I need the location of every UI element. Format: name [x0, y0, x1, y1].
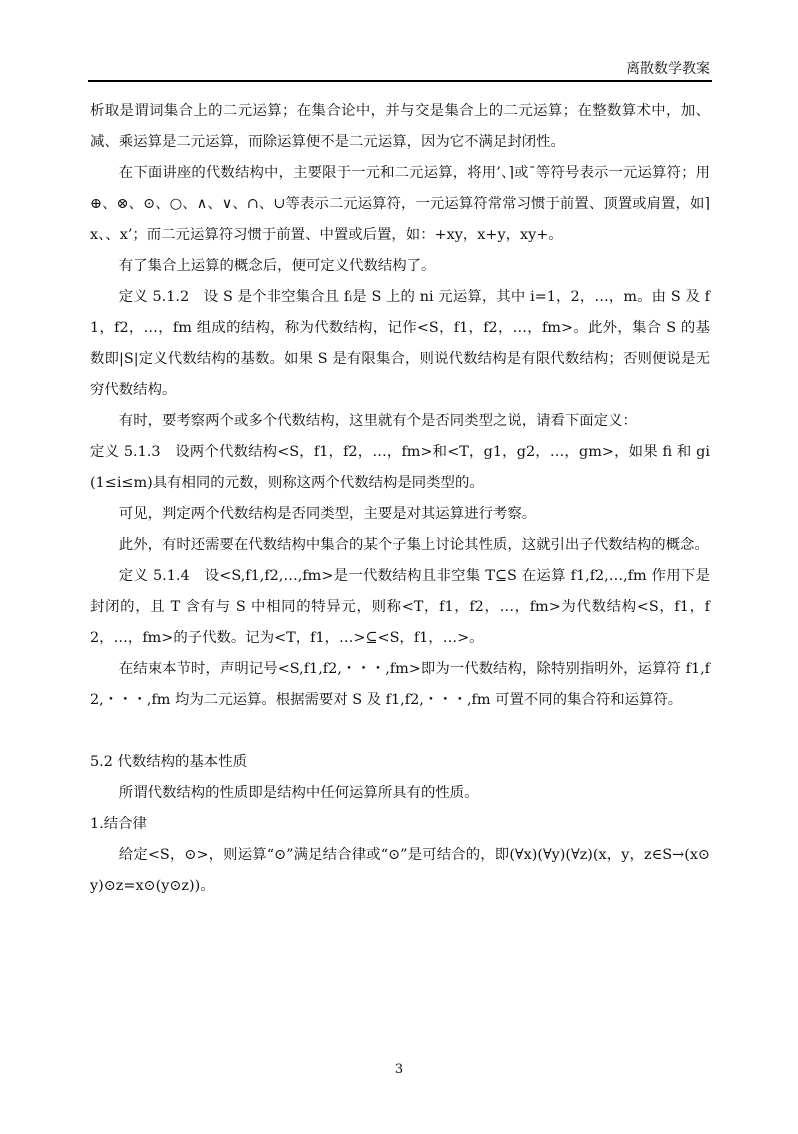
paragraph: 析取是谓词集合上的二元运算；在集合论中，并与交是集合上的二元运算；在整数算术中，加、减、乘运算是二元运算，而除运算便不是二元运算，因为它不满足封闭性。	[90, 103, 710, 150]
page-number: 3	[394, 1062, 404, 1077]
paragraph: 在结束本节时，声明记号<S,f1,f2,・・・,fm>即为一代数结构，除特别指明外，运算符 f1,f2,・・・,fm 均为二元运算。根据需要对 S 及 f1,f2,・・・,fm 可置不同的集合符和运算符。	[90, 661, 710, 708]
paragraph: 所谓代数结构的性质即是结构中任何运算所具有的性质。	[118, 785, 479, 801]
paragraph: 有了集合上运算的概念后，便可定义代数结构了。	[118, 258, 436, 274]
document-body	[90, 96, 710, 902]
header-divider	[88, 80, 712, 82]
paragraph: 可见，判定两个代数结构是否同类型，主要是对其运算进行考察。	[118, 506, 537, 522]
paragraph: 给定<S，⊙>，则运算“⊙”满足结合律或“⊙”是可结合的，即(∀x)(∀y)(∀z)(x，y，z∈S→(x⊙y)⊙z=x⊙(y⊙z))。	[90, 847, 710, 894]
header-title: 离散数学教案	[626, 61, 710, 77]
subsection-heading: 1.结合律	[90, 816, 147, 832]
paragraph: 在下面讲座的代数结构中，主要限于一元和二元运算，将用’、⌉或¯等符号表示一元运算符；用⊕、⊗、⊙、○、∧、∨、∩、∪等表示二元运算符，一元运算符常常习惯于前置、顶置或肩置，如⌉x、、x’；而二元运算符习惯于前置、中置或后置，如：+xy，x+y，xy+。	[90, 165, 710, 243]
section-heading: 5.2 代数结构的基本性质	[90, 754, 247, 770]
definition-5-1-3: 定义 5.1.3 设两个代数结构<S，f1，f2，…，fm>和<T，g1，g2，…，gm>，如果 fi 和 gi(1≤i≤m)具有相同的元数，则称这两个代数结构是同类型的。	[90, 444, 710, 491]
paragraph: 此外，有时还需要在代数结构中集合的某个子集上讨论其性质，这就引出子代数结构的概念。	[118, 537, 709, 553]
definition-5-1-2: 定义 5.1.2 设 S 是个非空集合且 fᵢ是 S 上的 ni 元运算，其中 i=1，2，…，m。由 S 及 f1，f2，…，fm 组成的结构，称为代数结构，记作<S，f1，f2，…，fm>。此外，集合 S 的基数即|S|定义代数结构的基数。如果 S 是有限集合，则说代数结构是有限代数结构；否则便说是无穷代数结构。	[90, 289, 710, 398]
paragraph: 有时，要考察两个或多个代数结构，这里就有个是否同类型之说，请看下面定义：	[118, 413, 637, 429]
definition-5-1-4: 定义 5.1.4 设<S,f1,f2,…,fm>是一代数结构且非空集 T⊆S 在运算 f1,f2,…,fm 作用下是封闭的，且 T 含有与 S 中相同的特异元，则称<T，f1，f2，…，fm>为代数结构<S，f1，f2，…，fm>的子代数。记为<T，f1，…>⊆<S，f1，…>。	[90, 568, 710, 646]
